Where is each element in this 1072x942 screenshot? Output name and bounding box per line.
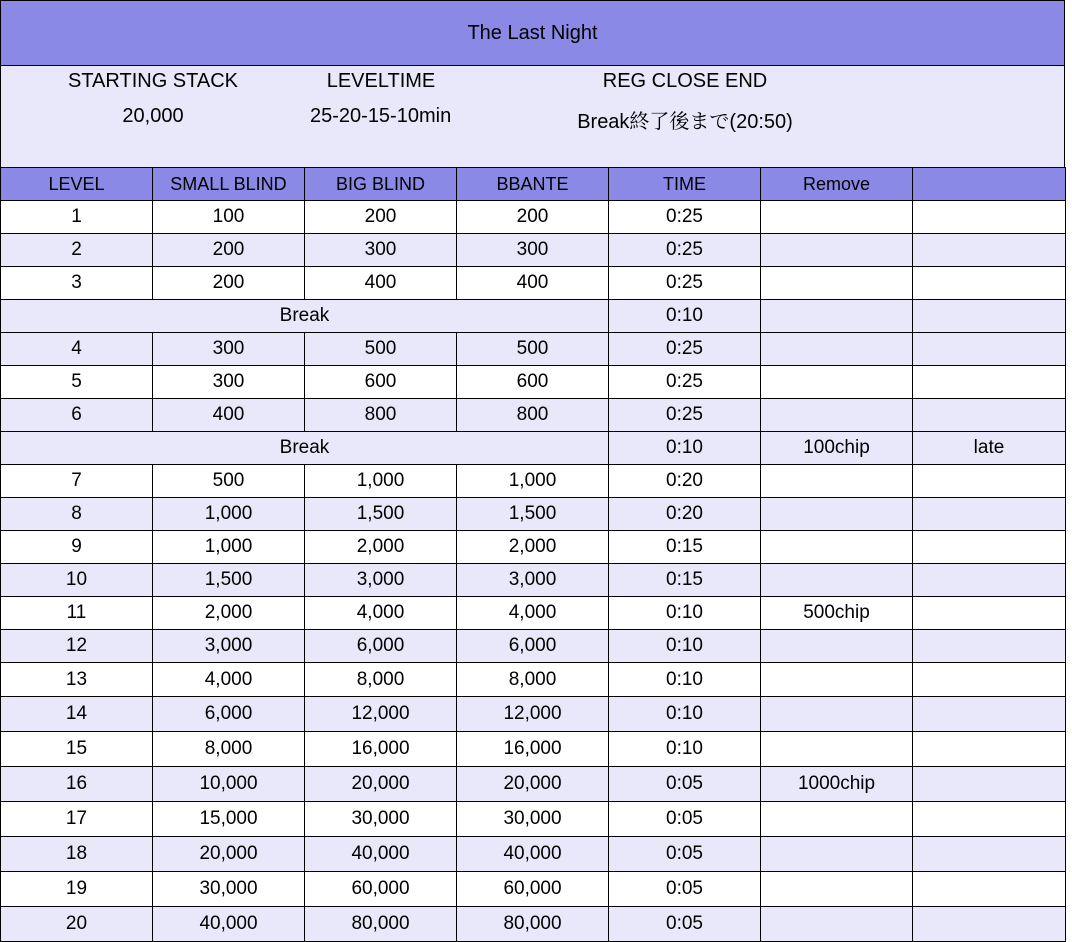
bbante-cell[interactable]: 800: [457, 399, 609, 432]
extra-cell[interactable]: late: [913, 432, 1066, 465]
time-cell[interactable]: 0:05: [609, 872, 761, 907]
level-row: [1, 907, 1066, 942]
small-blind-cell[interactable]: 200: [153, 234, 305, 267]
big-blind-cell[interactable]: 30,000: [305, 802, 457, 837]
remove-cell[interactable]: [761, 907, 913, 942]
small-blind-cell[interactable]: 8,000: [153, 732, 305, 767]
level-cell[interactable]: 6: [1, 399, 153, 432]
blind-structure-table: [0, 167, 1066, 942]
tournament-title: The Last Night: [467, 21, 598, 44]
level-row: [1, 767, 1066, 802]
header-row: [1, 168, 1066, 201]
time-cell[interactable]: 0:10: [609, 697, 761, 732]
big-blind-cell[interactable]: 8,000: [305, 663, 457, 697]
time-cell[interactable]: 0:10: [609, 732, 761, 767]
small-blind-cell[interactable]: 100: [153, 201, 305, 234]
bbante-cell[interactable]: 400: [457, 267, 609, 300]
level-row: [1, 732, 1066, 767]
bbante-cell[interactable]: 300: [457, 234, 609, 267]
extra-cell[interactable]: [913, 907, 1066, 942]
big-blind-cell[interactable]: 3,000: [305, 564, 457, 597]
level-cell[interactable]: 20: [1, 907, 153, 942]
level-row: [1, 333, 1066, 366]
time-cell[interactable]: 0:20: [609, 465, 761, 498]
extra-cell[interactable]: [913, 767, 1066, 802]
remove-cell[interactable]: 100chip: [761, 432, 913, 465]
remove-cell[interactable]: [761, 300, 913, 333]
big-blind-cell[interactable]: 800: [305, 399, 457, 432]
starting-stack-value[interactable]: 20,000: [122, 105, 184, 127]
small-blind-cell[interactable]: 400: [153, 399, 305, 432]
level-row: [1, 663, 1066, 697]
bbante-cell[interactable]: 3,000: [457, 564, 609, 597]
time-cell[interactable]: 0:25: [609, 201, 761, 234]
reg-close-value[interactable]: Break終了後まで(20:50): [577, 111, 793, 133]
level-cell[interactable]: 15: [1, 732, 153, 767]
level-row: [1, 564, 1066, 597]
header-remove[interactable]: Remove: [761, 168, 913, 201]
reg-close-label[interactable]: REG CLOSE END: [602, 70, 768, 92]
time-cell[interactable]: 0:05: [609, 767, 761, 802]
bbante-cell[interactable]: 6,000: [457, 630, 609, 663]
small-blind-cell[interactable]: 4,000: [153, 663, 305, 697]
small-blind-cell[interactable]: 10,000: [153, 767, 305, 802]
bbante-cell[interactable]: 1,000: [457, 465, 609, 498]
big-blind-cell[interactable]: 400: [305, 267, 457, 300]
level-cell[interactable]: 9: [1, 531, 153, 564]
level-cell[interactable]: 17: [1, 802, 153, 837]
big-blind-cell[interactable]: 2,000: [305, 531, 457, 564]
big-blind-cell[interactable]: 80,000: [305, 907, 457, 942]
header-big-blind[interactable]: BIG BLIND: [305, 168, 457, 201]
leveltime-label[interactable]: LEVELTIME: [326, 70, 436, 92]
small-blind-cell[interactable]: 20,000: [153, 837, 305, 872]
level-cell[interactable]: 18: [1, 837, 153, 872]
extra-cell[interactable]: [913, 802, 1066, 837]
extra-cell[interactable]: [913, 732, 1066, 767]
remove-cell[interactable]: [761, 366, 913, 399]
break-label-cell[interactable]: Break: [1, 300, 609, 333]
remove-cell[interactable]: [761, 498, 913, 531]
extra-cell[interactable]: [913, 399, 1066, 432]
time-cell[interactable]: 0:10: [609, 432, 761, 465]
bbante-cell[interactable]: 600: [457, 366, 609, 399]
level-cell[interactable]: 1: [1, 201, 153, 234]
bbante-cell[interactable]: 30,000: [457, 802, 609, 837]
time-cell[interactable]: 0:25: [609, 234, 761, 267]
header-bbante[interactable]: BBANTE: [457, 168, 609, 201]
small-blind-cell[interactable]: 300: [153, 366, 305, 399]
level-row: [1, 366, 1066, 399]
bbante-cell[interactable]: 40,000: [457, 837, 609, 872]
big-blind-cell[interactable]: 4,000: [305, 597, 457, 630]
level-row: [1, 234, 1066, 267]
remove-cell[interactable]: 1000chip: [761, 767, 913, 802]
remove-cell[interactable]: [761, 201, 913, 234]
small-blind-cell[interactable]: 3,000: [153, 630, 305, 663]
header-small-blind[interactable]: SMALL BLIND: [153, 168, 305, 201]
big-blind-cell[interactable]: 300: [305, 234, 457, 267]
small-blind-cell[interactable]: 2,000: [153, 597, 305, 630]
remove-cell[interactable]: [761, 630, 913, 663]
remove-cell[interactable]: [761, 802, 913, 837]
level-cell[interactable]: 8: [1, 498, 153, 531]
level-row: [1, 465, 1066, 498]
level-cell[interactable]: 3: [1, 267, 153, 300]
extra-cell[interactable]: [913, 872, 1066, 907]
small-blind-cell[interactable]: 40,000: [153, 907, 305, 942]
small-blind-cell[interactable]: 1,500: [153, 564, 305, 597]
level-row: [1, 531, 1066, 564]
extra-cell[interactable]: [913, 697, 1066, 732]
bbante-cell[interactable]: 12,000: [457, 697, 609, 732]
bbante-cell[interactable]: 80,000: [457, 907, 609, 942]
extra-cell[interactable]: [913, 234, 1066, 267]
remove-cell[interactable]: [761, 837, 913, 872]
time-cell[interactable]: 0:05: [609, 837, 761, 872]
extra-cell[interactable]: [913, 333, 1066, 366]
extra-cell[interactable]: [913, 663, 1066, 697]
extra-cell[interactable]: [913, 201, 1066, 234]
bbante-cell[interactable]: 1,500: [457, 498, 609, 531]
big-blind-cell[interactable]: 12,000: [305, 697, 457, 732]
time-cell[interactable]: 0:20: [609, 498, 761, 531]
extra-cell[interactable]: [913, 837, 1066, 872]
extra-cell[interactable]: [913, 597, 1066, 630]
level-row: [1, 802, 1066, 837]
time-cell[interactable]: 0:10: [609, 630, 761, 663]
remove-cell[interactable]: [761, 267, 913, 300]
break-label-cell[interactable]: Break: [1, 432, 609, 465]
bbante-cell[interactable]: 20,000: [457, 767, 609, 802]
bbante-cell[interactable]: 200: [457, 201, 609, 234]
header-time[interactable]: TIME: [609, 168, 761, 201]
remove-cell[interactable]: [761, 399, 913, 432]
remove-cell[interactable]: [761, 234, 913, 267]
level-cell[interactable]: 19: [1, 872, 153, 907]
small-blind-cell[interactable]: 30,000: [153, 872, 305, 907]
remove-cell[interactable]: [761, 663, 913, 697]
bbante-cell[interactable]: 16,000: [457, 732, 609, 767]
header-extra[interactable]: [913, 168, 1066, 201]
big-blind-cell[interactable]: 6,000: [305, 630, 457, 663]
extra-cell[interactable]: [913, 630, 1066, 663]
bbante-cell[interactable]: 2,000: [457, 531, 609, 564]
remove-cell[interactable]: [761, 465, 913, 498]
break-row: [1, 432, 1066, 465]
remove-cell[interactable]: [761, 872, 913, 907]
level-row: [1, 837, 1066, 872]
remove-cell[interactable]: [761, 531, 913, 564]
time-cell[interactable]: 0:10: [609, 300, 761, 333]
bbante-cell[interactable]: 8,000: [457, 663, 609, 697]
level-cell[interactable]: 16: [1, 767, 153, 802]
extra-cell[interactable]: [913, 498, 1066, 531]
level-row: [1, 630, 1066, 663]
remove-cell[interactable]: 500chip: [761, 597, 913, 630]
level-cell[interactable]: 11: [1, 597, 153, 630]
level-cell[interactable]: 12: [1, 630, 153, 663]
level-cell[interactable]: 4: [1, 333, 153, 366]
remove-cell[interactable]: [761, 732, 913, 767]
big-blind-cell[interactable]: 600: [305, 366, 457, 399]
big-blind-cell[interactable]: 60,000: [305, 872, 457, 907]
time-cell[interactable]: 0:05: [609, 907, 761, 942]
level-row: [1, 498, 1066, 531]
remove-cell[interactable]: [761, 333, 913, 366]
level-row: [1, 267, 1066, 300]
big-blind-cell[interactable]: 200: [305, 201, 457, 234]
big-blind-cell[interactable]: 1,500: [305, 498, 457, 531]
level-row: [1, 201, 1066, 234]
remove-cell[interactable]: [761, 564, 913, 597]
starting-stack-label[interactable]: STARTING STACK: [67, 70, 239, 92]
bbante-cell[interactable]: 500: [457, 333, 609, 366]
time-cell[interactable]: 0:15: [609, 564, 761, 597]
time-cell[interactable]: 0:25: [609, 267, 761, 300]
big-blind-cell[interactable]: 1,000: [305, 465, 457, 498]
small-blind-cell[interactable]: 6,000: [153, 697, 305, 732]
small-blind-cell[interactable]: 1,000: [153, 531, 305, 564]
info-panel: [0, 66, 1065, 167]
remove-cell[interactable]: [761, 697, 913, 732]
small-blind-cell[interactable]: 15,000: [153, 802, 305, 837]
extra-cell[interactable]: [913, 465, 1066, 498]
level-cell[interactable]: 5: [1, 366, 153, 399]
bbante-cell[interactable]: 4,000: [457, 597, 609, 630]
time-cell[interactable]: 0:10: [609, 597, 761, 630]
time-cell[interactable]: 0:05: [609, 802, 761, 837]
time-cell[interactable]: 0:10: [609, 663, 761, 697]
level-cell[interactable]: 2: [1, 234, 153, 267]
level-row: [1, 399, 1066, 432]
header-level[interactable]: LEVEL: [1, 168, 153, 201]
time-cell[interactable]: 0:25: [609, 399, 761, 432]
big-blind-cell[interactable]: 16,000: [305, 732, 457, 767]
small-blind-cell[interactable]: 1,000: [153, 498, 305, 531]
small-blind-cell[interactable]: 500: [153, 465, 305, 498]
big-blind-cell[interactable]: 500: [305, 333, 457, 366]
level-cell[interactable]: 13: [1, 663, 153, 697]
time-cell[interactable]: 0:25: [609, 366, 761, 399]
level-row: [1, 697, 1066, 732]
level-row: [1, 872, 1066, 907]
level-row: [1, 597, 1066, 630]
bbante-cell[interactable]: 60,000: [457, 872, 609, 907]
extra-cell[interactable]: [913, 267, 1066, 300]
small-blind-cell[interactable]: 200: [153, 267, 305, 300]
break-row: [1, 300, 1066, 333]
time-cell[interactable]: 0:25: [609, 333, 761, 366]
title-cell[interactable]: [0, 0, 1065, 66]
leveltime-value[interactable]: 25-20-15-10min: [310, 105, 452, 127]
extra-cell[interactable]: [913, 366, 1066, 399]
level-cell[interactable]: 7: [1, 465, 153, 498]
level-cell[interactable]: 14: [1, 697, 153, 732]
big-blind-cell[interactable]: 40,000: [305, 837, 457, 872]
level-cell[interactable]: 10: [1, 564, 153, 597]
big-blind-cell[interactable]: 20,000: [305, 767, 457, 802]
time-cell[interactable]: 0:15: [609, 531, 761, 564]
extra-cell[interactable]: [913, 531, 1066, 564]
extra-cell[interactable]: [913, 564, 1066, 597]
small-blind-cell[interactable]: 300: [153, 333, 305, 366]
extra-cell[interactable]: [913, 300, 1066, 333]
